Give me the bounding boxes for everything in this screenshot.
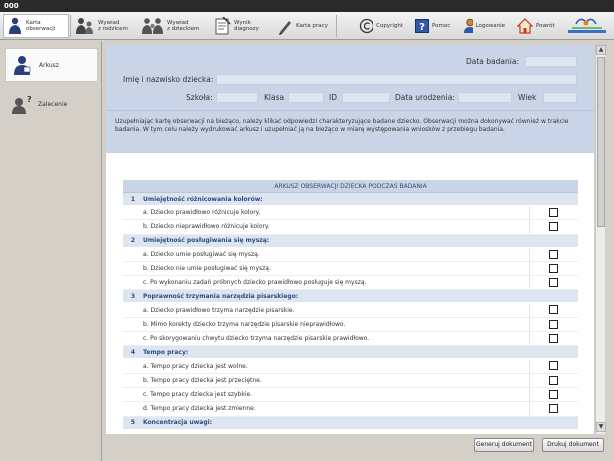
sidebar bbox=[0, 41, 102, 461]
input-data-urodzenia[interactable] bbox=[458, 92, 512, 103]
observation-checkbox[interactable] bbox=[549, 222, 558, 231]
info-text: Uzupełniając kartę obserwacji na bieżąco, należy klikać odpowiedzi charakteryzujące badane dziecko. Obserwacji można dokonywać również w trakcie badania. W tym celu należy wydrukować arkusz i uzupełniać ją na bieżąco w miarę występowania wniosków z przebiegu badania. bbox=[115, 118, 569, 133]
label-wiek: Wiek bbox=[518, 93, 537, 102]
section-number: 1 bbox=[130, 195, 136, 203]
observation-checkbox[interactable] bbox=[549, 390, 558, 399]
generate-document-button[interactable]: Generuj dokument bbox=[474, 438, 534, 452]
section-row bbox=[123, 417, 578, 430]
section-title: Koncentracja uwagi: bbox=[143, 419, 213, 427]
input-klasa[interactable] bbox=[288, 92, 324, 103]
observation-text: c. Po wykonaniu zadań próbnych dziecko prawidłowo posługuje się myszą. bbox=[143, 279, 367, 287]
column-divider bbox=[529, 359, 530, 372]
section-number: 2 bbox=[130, 237, 136, 245]
pencil-icon bbox=[277, 17, 293, 35]
toolbar-label: Logowanie bbox=[475, 23, 505, 29]
toolbar-label: Powrót bbox=[536, 23, 555, 29]
vertical-scrollbar[interactable] bbox=[595, 45, 605, 434]
observation-checkbox[interactable] bbox=[549, 404, 558, 413]
column-divider bbox=[529, 276, 530, 289]
observation-checkbox[interactable] bbox=[549, 264, 558, 273]
column-divider bbox=[529, 262, 530, 275]
sidebar-item-zalecenie[interactable] bbox=[5, 87, 98, 121]
toolbar-label: Wywiad z dzieckiem bbox=[167, 20, 200, 32]
bottom-bar bbox=[102, 434, 614, 461]
column-divider bbox=[529, 374, 530, 387]
column-divider bbox=[529, 388, 530, 401]
parents-icon bbox=[75, 17, 95, 35]
toolbar-pomoc[interactable] bbox=[412, 14, 454, 38]
sidebar-item-label: Arkusz bbox=[39, 61, 59, 69]
scroll-thumb[interactable] bbox=[597, 57, 605, 227]
toolbar-karta-obserwacji[interactable] bbox=[3, 14, 69, 38]
section-row bbox=[123, 193, 578, 206]
observation-item bbox=[123, 388, 578, 402]
advice-icon bbox=[10, 93, 32, 115]
toolbar-separator bbox=[336, 15, 337, 37]
family-icon bbox=[142, 17, 164, 35]
observation-text: a. Dziecko prawidłowo trzyma narzędzie pisarskie. bbox=[143, 306, 295, 314]
column-divider bbox=[529, 248, 530, 261]
observation-text: d. Tempo pracy dziecka jest zmienne. bbox=[143, 405, 256, 413]
observation-text: a. Dziecko umie posługiwać się myszą. bbox=[143, 250, 260, 258]
toolbar-wywiad-rodzic[interactable] bbox=[72, 14, 136, 38]
copyright-icon bbox=[359, 18, 373, 34]
toolbar-logowanie[interactable] bbox=[460, 14, 508, 38]
sheet-header: ARKUSZ OBSERWACJI DZIECKA PODCZAS BADANIA bbox=[123, 180, 578, 193]
observation-text: b. Dziecko nie umie posługiwać się myszą. bbox=[143, 265, 271, 273]
label-data-urodzenia: Data urodzenia: bbox=[395, 93, 455, 102]
student-icon bbox=[11, 54, 33, 76]
observation-text: b. Tempo pracy dziecka jest przeciętne. bbox=[143, 376, 262, 384]
toolbar-label: Copyright bbox=[376, 23, 403, 29]
column-divider bbox=[529, 402, 530, 415]
main-content bbox=[106, 45, 594, 434]
toolbar-label: Karta pracy bbox=[296, 23, 328, 29]
observation-item bbox=[123, 303, 578, 317]
observation-item bbox=[123, 359, 578, 373]
toolbar-wywiad-dziecko[interactable] bbox=[139, 14, 207, 38]
observation-checkbox[interactable] bbox=[549, 320, 558, 329]
document-icon bbox=[213, 17, 231, 35]
section-title: Umiejętność posługiwania się myszą: bbox=[143, 237, 270, 245]
toolbar-copyright[interactable] bbox=[356, 14, 406, 38]
observation-text: a. Dziecko prawidłowo różnicuje kolory. bbox=[143, 209, 261, 217]
toolbar-powrot[interactable] bbox=[514, 14, 558, 38]
input-wiek[interactable] bbox=[543, 92, 577, 103]
observation-text: c. Tempo pracy dziecka jest szybkie. bbox=[143, 391, 253, 399]
toolbar-label: Pomoc bbox=[432, 23, 451, 29]
observation-item bbox=[123, 374, 578, 388]
input-imie[interactable] bbox=[216, 74, 577, 85]
print-document-button[interactable]: Drukuj dokument bbox=[542, 438, 604, 452]
toolbar bbox=[0, 12, 614, 40]
window-title bbox=[0, 0, 614, 12]
toolbar-label: Karta obserwacji bbox=[26, 20, 56, 32]
observation-item bbox=[123, 318, 578, 332]
scroll-down-icon[interactable]: ▼ bbox=[596, 422, 606, 432]
input-szkola[interactable] bbox=[216, 92, 258, 103]
column-divider bbox=[529, 303, 530, 316]
toolbar-separator bbox=[70, 15, 71, 37]
svg-text:?: ? bbox=[419, 22, 425, 33]
section-title: Umiejętność różnicowania kolorów: bbox=[143, 195, 263, 203]
section-title: Tempo pracy: bbox=[143, 348, 189, 356]
observation-item bbox=[123, 402, 578, 416]
section-title: Poprawność trzymania narzędzia pisarskiego: bbox=[143, 292, 299, 300]
home-icon bbox=[517, 18, 533, 34]
child-icon bbox=[7, 17, 23, 35]
brand-logo bbox=[562, 14, 612, 38]
section-row bbox=[123, 346, 578, 359]
observation-text: b. Mimo korekty dziecko trzyma narzędzie pisarskie nieprawidłowo. bbox=[143, 320, 346, 328]
info-panel bbox=[106, 110, 594, 153]
observation-checkbox[interactable] bbox=[549, 250, 558, 259]
label-klasa: Klasa bbox=[264, 93, 285, 102]
observation-checkbox[interactable] bbox=[549, 305, 558, 314]
toolbar-karta-pracy[interactable] bbox=[274, 14, 332, 38]
observation-item bbox=[123, 276, 578, 290]
toolbar-label: Wywiad z rodzicem bbox=[98, 20, 128, 32]
observation-item bbox=[123, 262, 578, 276]
observation-checkbox[interactable] bbox=[549, 376, 558, 385]
observation-item bbox=[123, 332, 578, 346]
section-row bbox=[123, 235, 578, 248]
column-divider bbox=[529, 220, 530, 233]
toolbar-wynik-diagnozy[interactable] bbox=[210, 14, 270, 38]
observation-text: b. Dziecko nieprawidłowo różnicuje kolory. bbox=[143, 223, 270, 231]
column-divider bbox=[529, 206, 530, 219]
observation-item bbox=[123, 248, 578, 262]
user-icon bbox=[463, 18, 473, 34]
sidebar-item-label: Zalecenie bbox=[38, 100, 68, 108]
input-id[interactable] bbox=[342, 92, 390, 103]
section-number: 3 bbox=[130, 292, 136, 300]
section-number: 4 bbox=[130, 348, 136, 356]
observation-checkbox[interactable] bbox=[549, 334, 558, 343]
observation-item bbox=[123, 206, 578, 220]
help-icon bbox=[415, 19, 429, 33]
observation-text: a. Tempo pracy dziecka jest wolne. bbox=[143, 362, 248, 370]
section-number: 5 bbox=[130, 419, 136, 427]
column-divider bbox=[529, 318, 530, 331]
scroll-up-icon[interactable]: ▲ bbox=[596, 45, 606, 55]
patient-form bbox=[106, 45, 594, 110]
observation-checkbox[interactable] bbox=[549, 278, 558, 287]
observation-item bbox=[123, 220, 578, 234]
toolbar-label: Wynik diagnozy bbox=[234, 20, 259, 32]
label-szkola: Szkoła: bbox=[186, 93, 213, 102]
label-id: ID bbox=[329, 93, 337, 102]
observation-checkbox[interactable] bbox=[549, 361, 558, 370]
observation-sheet bbox=[123, 180, 578, 430]
input-data-badania[interactable] bbox=[525, 56, 577, 67]
observation-text: c. Po skorygowaniu chwytu dziecko trzyma narzędzie pisarskie prawidłowo. bbox=[143, 335, 370, 343]
svg-text:?: ? bbox=[27, 95, 32, 104]
window-title-text: 000 bbox=[4, 2, 19, 10]
observation-checkbox[interactable] bbox=[549, 208, 558, 217]
section-row bbox=[123, 290, 578, 303]
sidebar-item-arkusz[interactable] bbox=[5, 48, 98, 82]
label-data-badania: Data badania: bbox=[466, 57, 519, 66]
column-divider bbox=[529, 332, 530, 345]
label-imie: Imię i nazwisko dziecka: bbox=[123, 75, 214, 84]
